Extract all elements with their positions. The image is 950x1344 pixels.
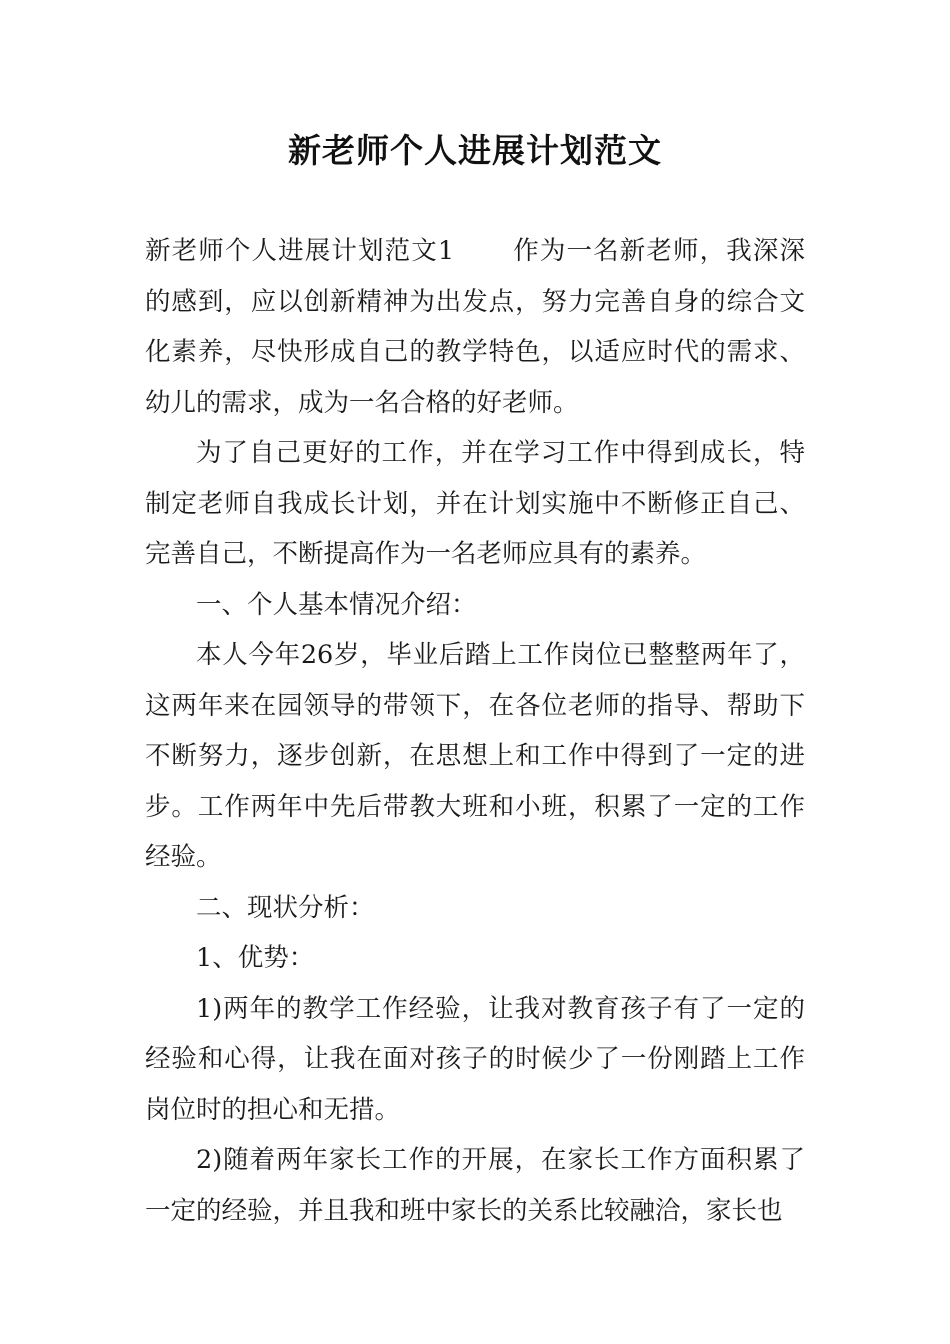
paragraph-strength-1: 1)两年的教学工作经验，让我对教育孩子有了一定的经验和心得，让我在面对孩子的时候少了一份刚踏上工作岗位时的担心和无措。 (145, 993, 805, 1125)
intro-heading: 新老师个人进展计划范文1 (145, 236, 455, 266)
paragraph-basic-info: 本人今年26岁，毕业后踏上工作岗位已整整两年了，这两年来在园领导的带领下，在各位老师的指导、帮助下不断努力，逐步创新，在思想上和工作中得到了一定的进步。工作两年中先后带教大班和小班，积累了一定的工作经验。 (145, 640, 805, 872)
paragraph-purpose: 为了自己更好的工作，并在学习工作中得到成长，特制定老师自我成长计划，并在计划实施中不断修正自己、完善自己，不断提高作为一名老师应具有的素养。 (145, 438, 805, 569)
section-heading-status-analysis: 二、现状分析： (196, 892, 375, 923)
subsection-heading-strengths: 1、优势： (196, 943, 315, 973)
document-title: 新老师个人进展计划范文 (288, 131, 662, 170)
intro-text: 作为一名新老师，我深深的感到，应以创新精神为出发点，努力完善自身的综合文化素养，尽快形成自己的教学特色，以适应时代的需求、幼儿的需求，成为一名合格的好老师。 (145, 236, 805, 418)
section-heading-basic-info: 一、个人基本情况介绍： (196, 589, 477, 620)
document-body (145, 226, 805, 1236)
paragraph-intro (145, 226, 805, 428)
paragraph-strength-2: 2)随着两年家长工作的开展，在家长工作方面积累了一定的经验，并且我和班中家长的关系比较融洽，家长也 (145, 1145, 805, 1226)
